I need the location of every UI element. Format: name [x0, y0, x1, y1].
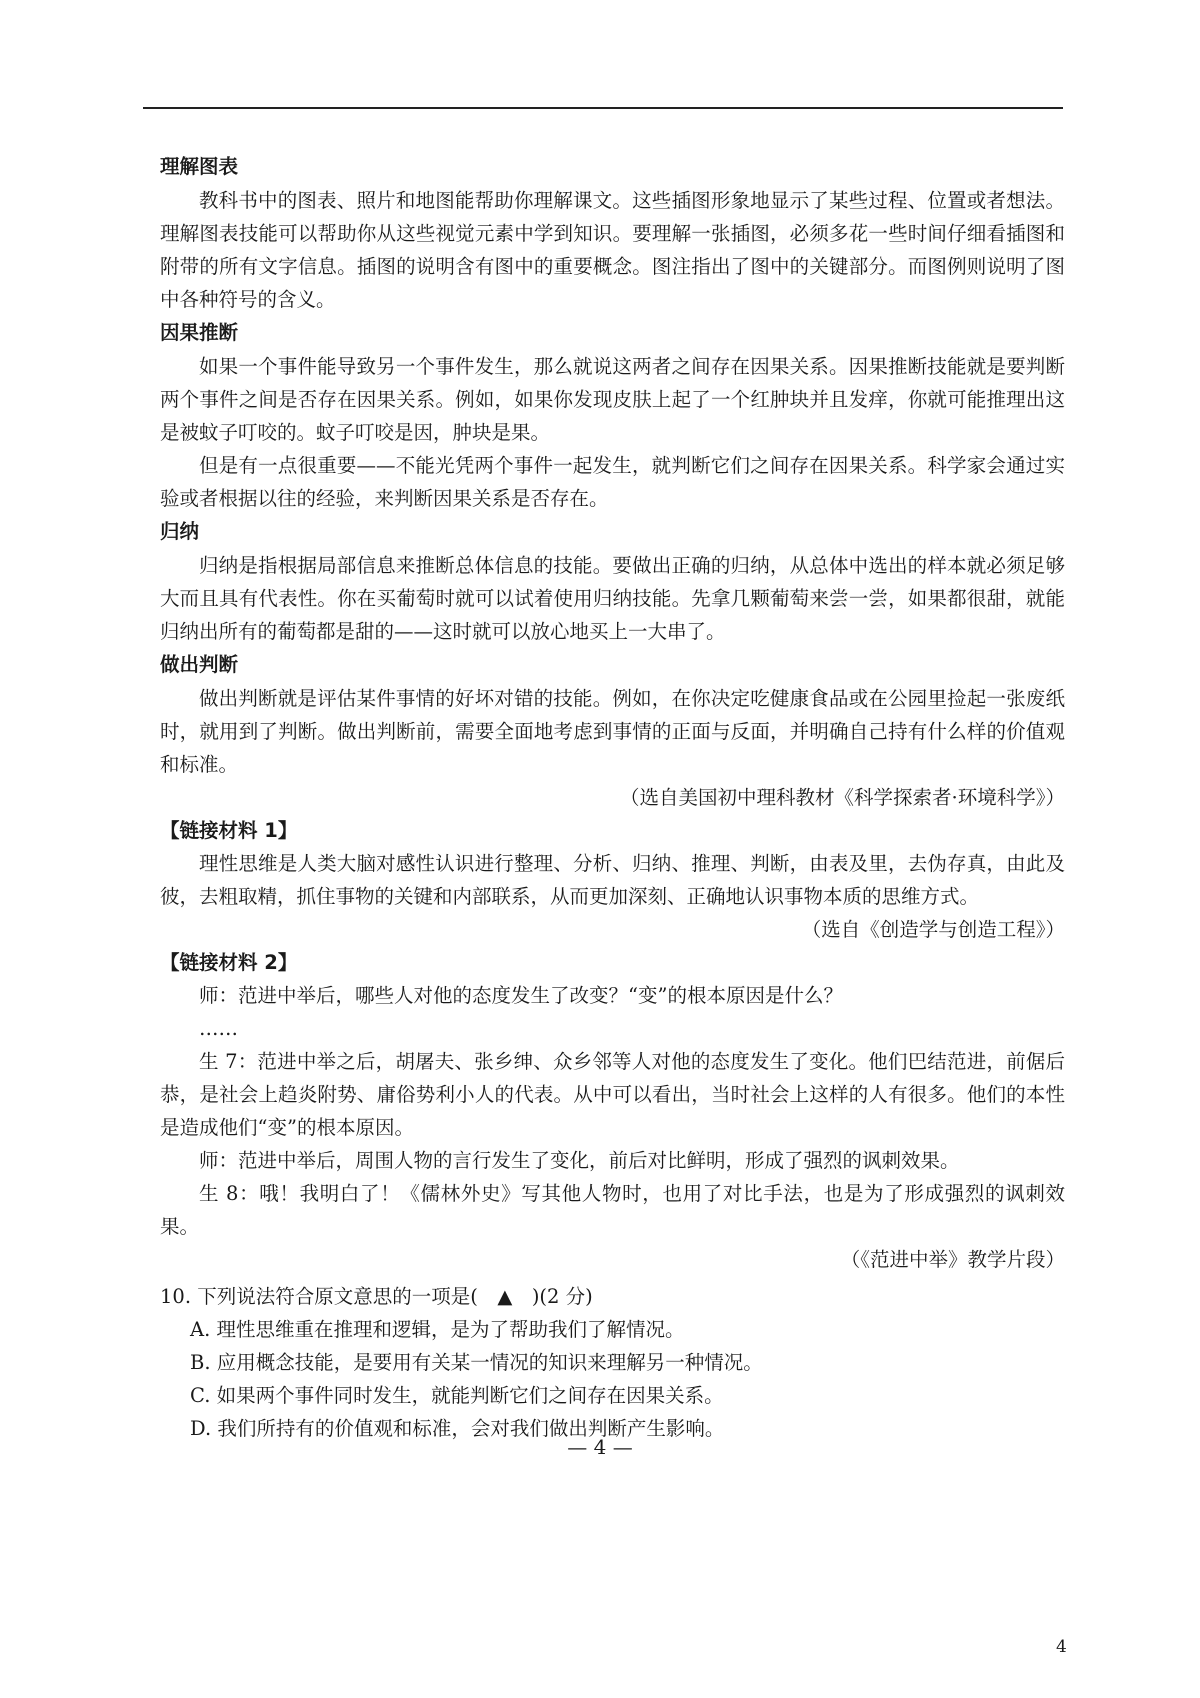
- section-causal-inference: [160, 316, 1065, 515]
- link-material-1: [160, 814, 1065, 946]
- question-options: [160, 1313, 1065, 1445]
- document-body: [160, 150, 1065, 1445]
- dialogue-line: 师：范进中举后，哪些人对他的态度发生了改变？“变”的根本原因是什么？: [199, 984, 843, 1007]
- section-understanding-charts: [160, 150, 1065, 316]
- dialogue-line: 生 8：哦！我明白了！《儒林外史》写其他人物时，也用了对比手法，也是为了形成强烈的讽刺效果。: [160, 1182, 1065, 1238]
- section-making-judgments: [160, 648, 1065, 781]
- option-c: C. 如果两个事件同时发生，就能判断它们之间存在因果关系。: [190, 1384, 724, 1407]
- section-heading: 做出判断: [160, 653, 239, 676]
- section-paragraph: 如果一个事件能导致另一个事件发生，那么就说这两者之间存在因果关系。因果推断技能就是要判断两个事件之间是否存在因果关系。例如，如果你发现皮肤上起了一个红肿块并且发痒，你就可能推理出这是被蚊子叮咬的。蚊子叮咬是因，肿块是果。: [160, 355, 1065, 444]
- section-heading: 归纳: [160, 520, 200, 543]
- section-heading: 因果推断: [160, 321, 239, 344]
- dialogue-line: 师：范进中举后，周围人物的言行发生了变化，前后对比鲜明，形成了强烈的讽刺效果。: [199, 1149, 960, 1172]
- question-10: [160, 1280, 1065, 1445]
- main-source: （选自美国初中理科教材《科学探索者·环境科学》）: [620, 786, 1065, 809]
- option-a: A. 理性思维重在推理和逻辑，是为了帮助我们了解情况。: [190, 1318, 685, 1341]
- option-d: D. 我们所持有的价值观和标准，会对我们做出判断产生影响。: [190, 1417, 725, 1440]
- section-induction: [160, 515, 1065, 648]
- question-title: 10. 下列说法符合原文意思的一项是( ▲ )(2 分): [160, 1285, 593, 1308]
- link-material-title: 【链接材料 1】: [160, 819, 298, 842]
- page-number-center: — 4 —: [567, 1435, 633, 1459]
- page-number-corner: 4: [1056, 1637, 1067, 1657]
- link-material-text: 理性思维是人类大脑对感性认识进行整理、分析、归纳、推理、判断，由表及里，去伪存真，由此及彼，去粗取精，抓住事物的关键和内部联系，从而更加深刻、正确地认识事物本质的思维方式。: [160, 852, 1065, 908]
- option-b: B. 应用概念技能，是要用有关某一情况的知识来理解另一种情况。: [190, 1351, 763, 1374]
- section-paragraph: 但是有一点很重要——不能光凭两个事件一起发生，就判断它们之间存在因果关系。科学家会通过实验或者根据以往的经验，来判断因果关系是否存在。: [160, 454, 1065, 510]
- link-material-source: （选自《创造学与创造工程》）: [801, 918, 1065, 941]
- link-material-title: 【链接材料 2】: [160, 951, 298, 974]
- link-material-2: [160, 946, 1065, 1276]
- section-paragraph: 做出判断就是评估某件事情的好坏对错的技能。例如，在你决定吃健康食品或在公园里捡起一张废纸时，就用到了判断。做出判断前，需要全面地考虑到事情的正面与反面，并明确自己持有什么样的价值观和标准。: [160, 687, 1065, 776]
- link-material-source: （《范进中举》教学片段）: [840, 1248, 1065, 1271]
- dialogue-line: 生 7：范进中举之后，胡屠夫、张乡绅、众乡邻等人对他的态度发生了变化。他们巴结范进，前倨后恭，是社会上趋炎附势、庸俗势利小人的代表。从中可以看出，当时社会上这样的人有很多。他们的本性是造成他们“变”的根本原因。: [160, 1050, 1065, 1139]
- section-paragraph: 归纳是指根据局部信息来推断总体信息的技能。要做出正确的归纳，从总体中选出的样本就必须足够大而且具有代表性。你在买葡萄时就可以试着使用归纳技能。先拿几颗葡萄来尝一尝，如果都很甜，就能归纳出所有的葡萄都是甜的——这时就可以放心地买上一大串了。: [160, 554, 1065, 643]
- section-heading: 理解图表: [160, 155, 239, 178]
- section-paragraph: 教科书中的图表、照片和地图能帮助你理解课文。这些插图形象地显示了某些过程、位置或者想法。理解图表技能可以帮助你从这些视觉元素中学到知识。要理解一张插图，必须多花一些时间仔细看插图和附带的所有文字信息。插图的说明含有图中的重要概念。图注指出了图中的关键部分。而图例则说明了图中各种符号的含义。: [160, 189, 1065, 311]
- dialogue-ellipsis: ……: [199, 1017, 238, 1040]
- header-rule: [143, 107, 1063, 109]
